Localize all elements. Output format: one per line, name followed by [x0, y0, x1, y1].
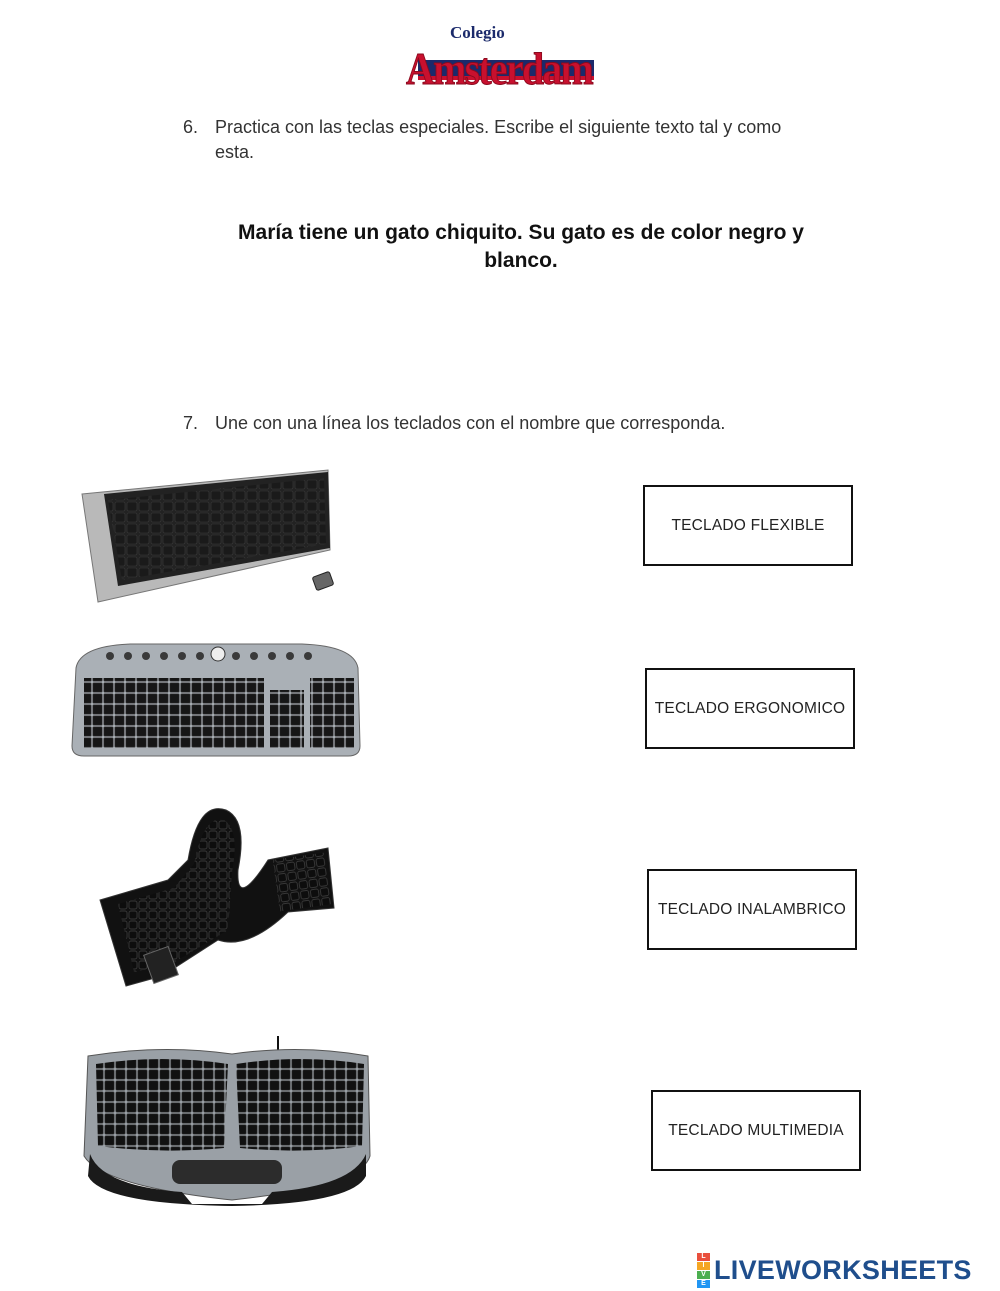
badge-letter-v: V — [697, 1271, 710, 1279]
option-box-ergonomic[interactable] — [645, 668, 855, 749]
keyboard-image-wireless[interactable] — [78, 468, 340, 608]
badge-letter-l: L — [697, 1253, 710, 1261]
sample-text-line1: María tiene un gato chiquito. Su gato es de color negro y — [238, 221, 804, 244]
school-logo — [400, 14, 600, 106]
logo-big-text: Amsterdam — [406, 43, 594, 94]
option-box-wireless[interactable] — [647, 869, 857, 950]
liveworksheets-badge-icon — [697, 1253, 710, 1288]
keyboard-image-flexible[interactable] — [98, 800, 338, 990]
option-label-wireless: TECLADO INALAMBRICO — [657, 900, 847, 918]
question-7-number: 7. — [183, 413, 199, 433]
question-6-number: 6. — [183, 117, 199, 137]
liveworksheets-footer[interactable] — [697, 1252, 997, 1288]
option-label-multimedia: TECLADO MULTIMEDIA — [668, 1121, 844, 1139]
question-7 — [183, 411, 863, 437]
sample-text — [205, 219, 837, 275]
option-box-flexible[interactable] — [643, 485, 853, 566]
option-label-ergonomic: TECLADO ERGONOMICO — [654, 699, 846, 717]
sample-text-line2: blanco. — [484, 249, 558, 272]
option-box-multimedia[interactable] — [651, 1090, 861, 1171]
option-label-flexible: TECLADO FLEXIBLE — [671, 516, 825, 534]
liveworksheets-brand: LIVEWORKSHEETS — [714, 1254, 972, 1285]
keyboard-image-ergonomic[interactable] — [82, 1036, 372, 1206]
keyboard-image-multimedia[interactable] — [70, 638, 362, 762]
question-6-text-line2: esta. — [215, 142, 255, 162]
question-6-text-line1: Practica con las teclas especiales. Escribe el siguiente texto tal y como — [215, 117, 782, 137]
logo-small-text: Colegio — [450, 23, 505, 42]
badge-letter-i: I — [697, 1262, 710, 1270]
badge-letter-e: E — [697, 1280, 710, 1288]
question-6 — [183, 115, 863, 167]
question-7-text: Une con una línea los teclados con el nombre que corresponda. — [215, 413, 726, 433]
